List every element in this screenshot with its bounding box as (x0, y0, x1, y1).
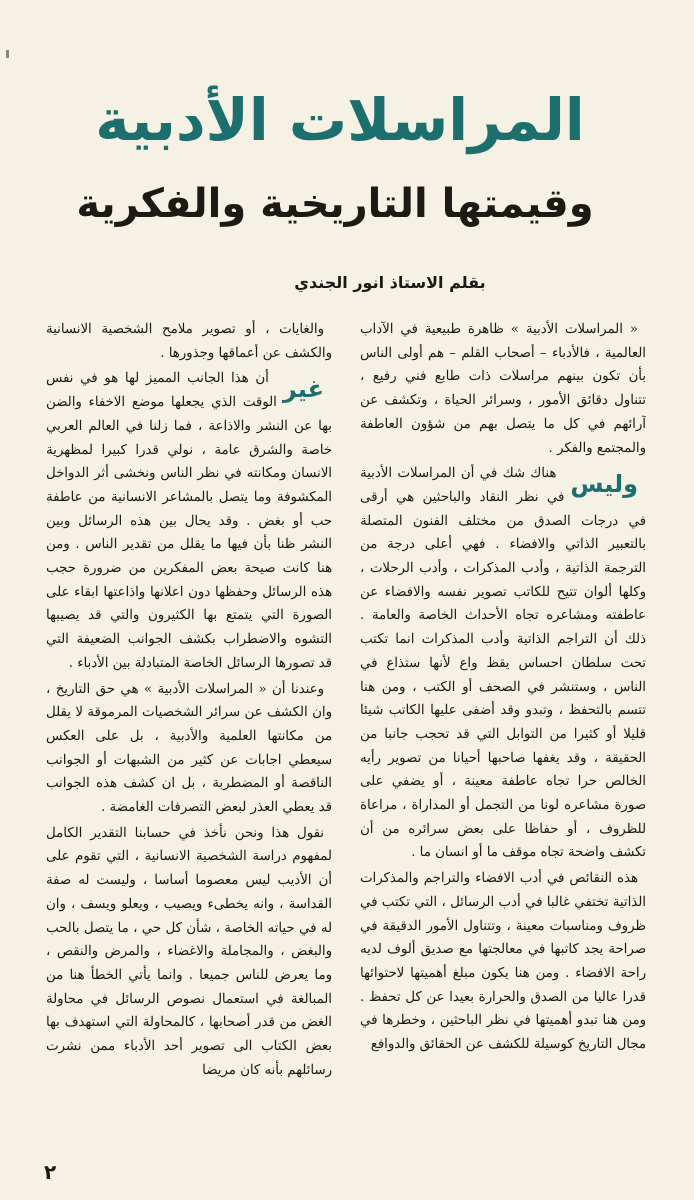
paragraph: « المراسلات الأدبية » ظاهرة طبيعية في الآداب العالمية ، فالأدباء – أصحاب القلم – هم أولى الناس بأن تكون بينهم مراسلات ذات طابع فني رفيع ، تتناول دقائق الأمور ، وسرائر الحياة ، وتكشف عن آرائهم في كل ما يتصل بهم من شؤون العاطفة والمجتمع والفكر . (360, 322, 646, 456)
paragraph-text: هناك شك في أن المراسلات الأدبية في نظر النقاد والباحثين هي أرقى في درجات الصدق من مختلف الفنون المتصلة بالتعبير الذاتي والافضاء . فهي أعلى درجة من الترجمة الذاتية ، وأدب المذكرات ، وأدب الرحلات ، وكلها ألوان تتيح للكاتب تصوير نفسه والافضاء عن عاطفته ومشاعره تجاه الأحداث الخاصة والعامة . ذلك أن التراجم الذاتية وأدب المذكرات انما تكتب تحت سلطان احساس يقظ واع لأنها ستذاع في الناس ، وستنشر في الصحف أو الكتب ، ومن هنا تتسم بالتحفظ ، وتبدو وقد أضفى عليها الكاتب شيئا قليلا أو كثيرا من التوابل التي قد تحجب جانبا من الحقيقة ، وقد يغفها صاحبها أحيانا من تصوير رأيه الخالص حرا تجاه عاطفة معينة ، أو يضفي على صورة مشاعره لونا من التجمل أو المداراة ، مراعاة للظروف ، أو حفاظا على بعض سرائره من أن تكشف واضحة تجاه موقف ما أو انسان ما . (360, 466, 646, 861)
text-column-right (360, 318, 646, 1178)
paragraph (46, 367, 332, 675)
drop-word: وليس (570, 470, 638, 499)
text-column-left (46, 318, 332, 1178)
article-title: المراسلات الأدبية (95, 86, 585, 154)
margin-mark (6, 50, 9, 58)
paragraph (360, 462, 646, 865)
paragraph: هذه النقائص في أدب الافضاء والتراجم والمذكرات الذاتية تختفي غالبا في أدب الرسائل ، التي تكتب في ظروف ومناسبات معينة ، وتتناول الأمور الدقيقة في صراحة يجد كاتبها في معالجتها مع صديق ألوف لديه راحة الافضاء . ومن هنا يكون مبلغ أهميتها لاحتوائها قدرا عاليا من الصدق والحرارة بعيدا عن كل تحفظ . ومن هنا تبدو أهميتها في نظر الباحثين ، وخطرها في مجال التاريخ كوسيلة للكشف عن الحقائق والدوافع (360, 871, 646, 1053)
paragraph: والغايات ، أو تصوير ملامح الشخصية الانسانية والكشف عن أعماقها وجذورها . (46, 322, 332, 361)
drop-word: غير (282, 375, 324, 404)
paragraph: وعندنا أن « المراسلات الأدبية » هي حق التاريخ ، وان الكشف عن سرائر الشخصيات المرموقة لا يقلل من مكانتها العلمية والأدبية ، بل على العكس سيعطي اجابات عن كثير من الشبهات أو الجوانب الناقصة أو المضطربة ، بل ان كشف هذه الجوانب قد يعطي العذر لبعض التصرفات الغامضة . (46, 681, 332, 816)
page-number: ٢ (44, 1160, 57, 1184)
author-byline: بقلم الاستاذ انور الجندي (294, 273, 486, 292)
paragraph: نقول هذا ونحن نأخذ في حسابنا التقدير الكامل لمفهوم دراسة الشخصية الانسانية ، التي تقوم على أن الأديب ليس معصوما أساسا ، وليست له صفة القداسة ، وانه يخطىء ويصيب ، ويعلو ويسف ، وان له في حياته الخاصة ، شأن كل حي ، ما يتصل بالحب والبغض ، والمجاملة والاغضاء ، والمرض والنقص ، وما يعرض للناس جميعا . وانما يأتي الخطأ هنا من المبالغة في استعمال نصوص الرسائل في محاولة الغض من قدر أصحابها ، كالمحاولة التي استهدف بها بعض الكتاب الى تصوير أحد الأدباء ممن نشرت رسائلهم بأنه كان مريضا (46, 825, 332, 1078)
paragraph-text: أن هذا الجانب المميز لها هو في نفس الوقت الذي يجعلها موضع الاخفاء والضن بها عن النشر والاذاعة ، فما زلنا في العالم العربي خاصة والشرق عامة ، نولي قدرا كبيرا لمظهرية الانسان ومكانته في نظر الناس ونخشى أثر الدواخل المكشوفة وما يتصل بالمشاعر الانسانية من عاطفة حب أو بغض . وقد يحال بين هذه الرسائل وبين النشر ظنا بأن فيها ما يقلل من تقدير الناس . ومن هنا كانت صيحة بعض المفكرين من ضرورة حجب هذه الرسائل وحفظها دون اعلانها واذاعتها ابقاء على الصورة التي يتمتع بها الكثيرون والتي قد يصيبها التشوه والاضطراب بكشف الجوانب الضعيفة التي قد تصورها الرسائل الخاصة المتبادلة بين الأدباء . (46, 371, 332, 671)
article-subtitle: وقيمتها التاريخية والفكرية (76, 181, 594, 227)
